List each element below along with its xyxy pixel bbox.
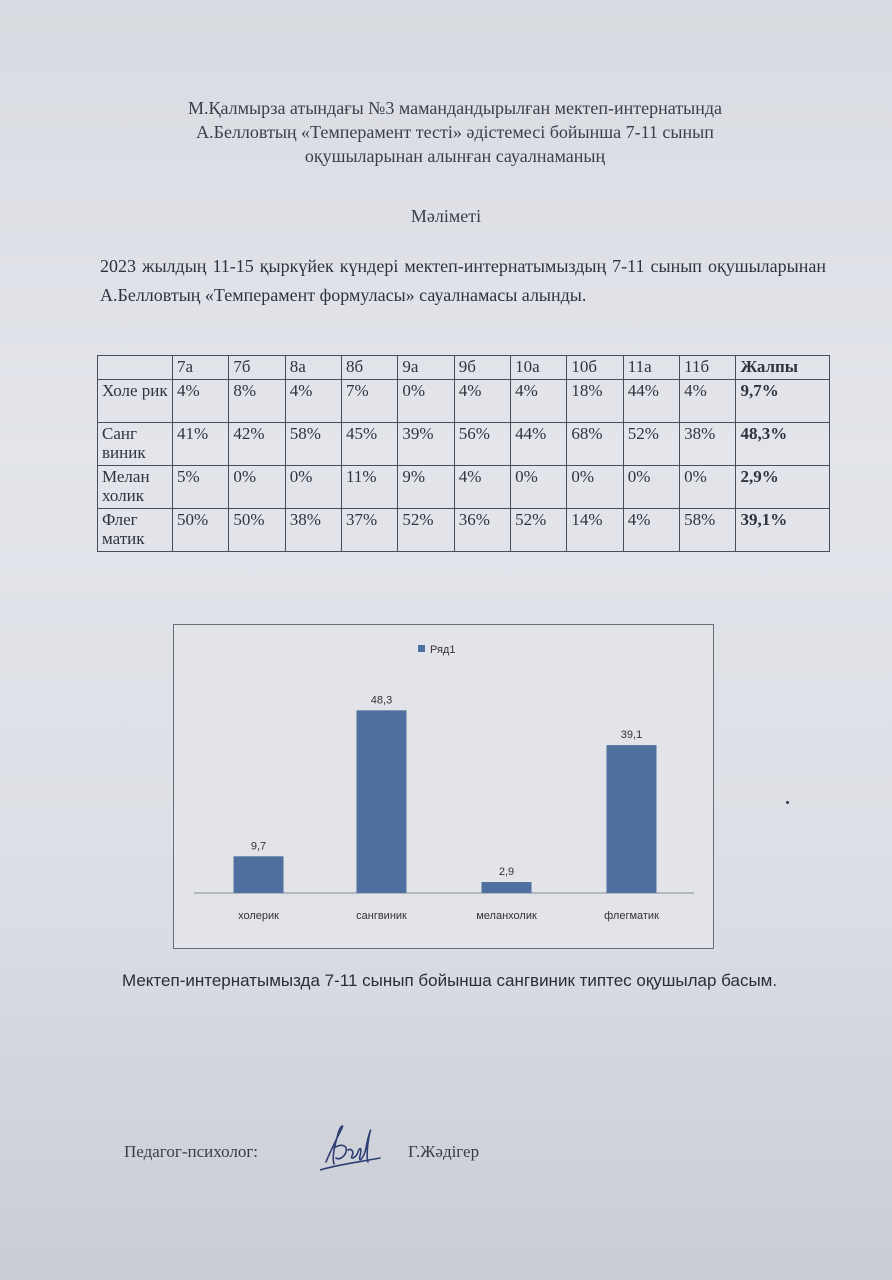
bar-3 [607,745,657,893]
column-header: 9б [454,356,510,380]
table-corner-cell [98,356,173,380]
table-cell: 36% [454,509,510,552]
table-cell: 4% [454,466,510,509]
table-cell: 8% [229,380,285,423]
table-cell: 44% [623,380,679,423]
total-cell: 2,9% [736,466,830,509]
data-label: 48,3 [370,694,393,707]
column-header: 10б [567,356,623,380]
table-cell: 0% [229,466,285,509]
column-header: 11б [680,356,736,380]
table-cell: 38% [680,423,736,466]
table-cell: 0% [398,380,454,423]
table-cell: 0% [567,466,623,509]
table-cell: 37% [342,509,398,552]
table-cell: 45% [342,423,398,466]
signature-line [124,1140,624,1190]
title-line-1: М.Қалмырза атындағы №3 мамандандырылған мектеп-интернатында [187,98,722,118]
conclusion-text: Мектеп-интернатымызда 7-11 сынып бойынша сангвиник типтес оқушылар басым. [122,971,778,990]
row-label: Флег матик [98,509,173,552]
document-subtitle: Мәліметі [410,206,482,226]
table-cell: 42% [229,423,285,466]
row-label: Мелан холик [98,466,173,509]
legend-label: Ряд1 [430,644,456,656]
table-cell: 9% [398,466,454,509]
table-cell: 50% [229,509,285,552]
title-line-3: оқушыларынан алынған сауалнаманың [304,146,606,166]
table-cell: 50% [173,509,229,552]
stray-mark [786,801,789,804]
table-cell: 4% [454,380,510,423]
table-cell: 39% [398,423,454,466]
table-cell: 0% [511,466,567,509]
row-label: Холе рик [98,380,173,423]
bar-2 [482,882,532,893]
table-cell: 52% [511,509,567,552]
column-header: 7а [173,356,229,380]
row-label: Санг виник [98,423,173,466]
bar-chart [173,624,714,949]
table-cell: 52% [623,423,679,466]
column-header: 8а [285,356,341,380]
table-cell: 4% [285,380,341,423]
title-line-2: А.Белловтың «Темперамент тесті» әдістемесі бойынша 7-11 сынып [196,122,714,142]
table-cell: 5% [173,466,229,509]
column-header: 11а [623,356,679,380]
table-row [98,466,830,509]
total-cell: 48,3% [736,423,830,466]
data-label: 2,9 [498,866,515,879]
results-table [97,355,830,552]
table-row [98,423,830,466]
table-cell: 0% [623,466,679,509]
total-cell: 9,7% [736,380,830,423]
table-cell: 7% [342,380,398,423]
category-label: сангвиник [356,910,407,922]
total-cell: 39,1% [736,509,830,552]
column-header: 8б [342,356,398,380]
table-cell: 4% [623,509,679,552]
table-cell: 44% [511,423,567,466]
intro-paragraph: 2023 жылдың 11-15 қыркүйек күндері мектеп-интернатымыздың 7-11 сынып оқушыларынан А.Белловтың «Темперамент формуласы» сауалнамасы алынды. [100,256,826,305]
table-cell: 58% [285,423,341,466]
category-label: холерик [238,910,279,922]
table-cell: 56% [454,423,510,466]
column-header: 9а [398,356,454,380]
bar-chart-svg [174,625,713,948]
signer-role: Педагог-психолог: [124,1142,259,1161]
table-cell: 68% [567,423,623,466]
chart-legend [418,644,455,656]
category-label: меланхолик [476,910,537,922]
table-cell: 18% [567,380,623,423]
data-label: 39,1 [620,729,643,742]
document-title [80,96,830,168]
handwritten-signature [320,1118,386,1178]
table-cell: 4% [511,380,567,423]
column-header: 7б [229,356,285,380]
bar-1 [357,710,407,893]
table-cell: 0% [285,466,341,509]
table-cell: 52% [398,509,454,552]
legend-swatch [418,645,425,652]
bar-0 [234,856,284,893]
table-cell: 14% [567,509,623,552]
table-header-row [98,356,830,380]
table-row [98,509,830,552]
table-cell: 0% [680,466,736,509]
table-cell: 4% [173,380,229,423]
category-label: флегматик [604,910,659,922]
table-row [98,380,830,423]
table-cell: 58% [680,509,736,552]
table-cell: 38% [285,509,341,552]
table-cell: 4% [680,380,736,423]
table-cell: 11% [342,466,398,509]
data-label: 9,7 [250,840,267,853]
table-cell: 41% [173,423,229,466]
column-header: Жалпы [736,356,830,380]
column-header: 10а [511,356,567,380]
signer-name: Г.Жәдігер [408,1142,480,1161]
